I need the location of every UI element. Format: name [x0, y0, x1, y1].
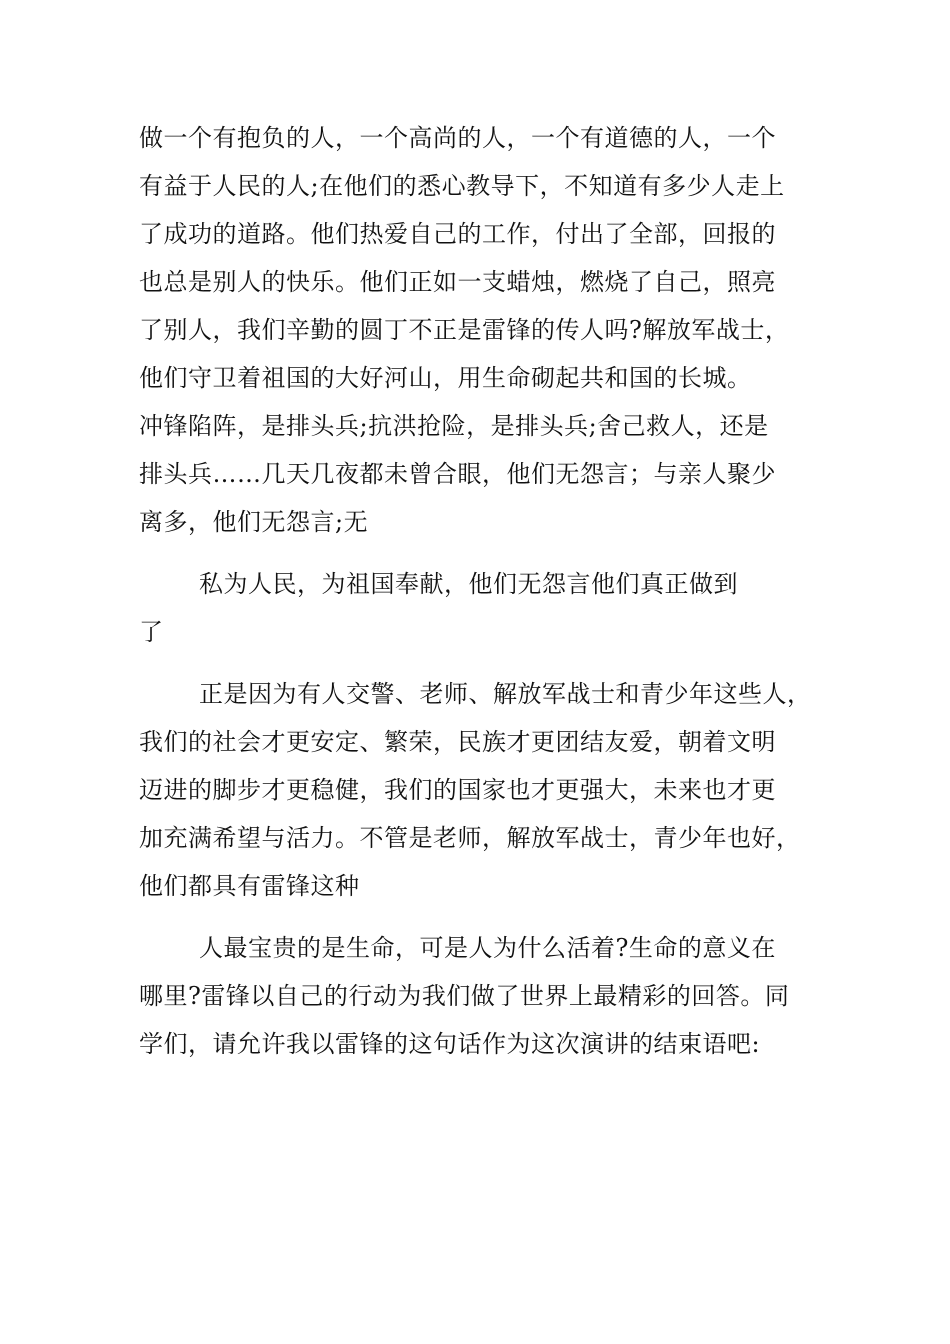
text-line: 了成功的道路。他们热爱自己的工作，付出了全部，回报的	[139, 220, 776, 248]
paragraph-3	[139, 670, 839, 910]
paragraph-1	[139, 114, 839, 546]
text-line: 也总是别人的快乐。他们正如一支蜡烛，燃烧了自己，照亮	[139, 268, 776, 296]
text-line: 正是因为有人交警、老师、解放军战士和青少年这些人，	[199, 680, 812, 708]
text-line: 私为人民，为祖国奉献，他们无怨言他们真正做到	[199, 570, 738, 598]
text-line: 人最宝贵的是生命，可是人为什么活着?生命的意义在	[199, 934, 776, 962]
text-line: 迈进的脚步才更稳健，我们的国家也才更强大，未来也才更	[139, 776, 776, 804]
text-line: 了别人，我们辛勤的圆丁不正是雷锋的传人吗?解放军战士，	[139, 316, 790, 344]
text-line: 他们都具有雷锋这种	[139, 872, 360, 900]
paragraph-spacer	[139, 546, 839, 560]
paragraph-2	[139, 560, 839, 656]
text-line: 学们，请允许我以雷锋的这句话作为这次演讲的结束语吧:	[139, 1030, 761, 1058]
text-line: 排头兵……几天几夜都未曾合眼，他们无怨言；与亲人聚少	[139, 460, 776, 488]
text-line: 了	[139, 618, 164, 646]
paragraph-4	[139, 924, 839, 1068]
text-line: 我们的社会才更安定、繁荣，民族才更团结友爱，朝着文明	[139, 728, 776, 756]
text-line: 离多，他们无怨言;无	[139, 508, 369, 536]
text-line: 他们守卫着祖国的大好河山，用生命砌起共和国的长城。	[139, 364, 752, 392]
document-body	[139, 114, 839, 1068]
paragraph-spacer	[139, 910, 839, 924]
paragraph-spacer	[139, 656, 839, 670]
text-line: 做一个有抱负的人，一个高尚的人，一个有道德的人，一个	[139, 124, 776, 152]
text-line: 有益于人民的人;在他们的悉心教导下，不知道有多少人走上	[139, 172, 785, 200]
text-line: 加充满希望与活力。不管是老师，解放军战士，青少年也好，	[139, 824, 801, 852]
text-line: 冲锋陷阵，是排头兵;抗洪抢险，是排头兵;舍己救人，还是	[139, 412, 769, 440]
text-line: 哪里?雷锋以自己的行动为我们做了世界上最精彩的回答。同	[139, 982, 790, 1010]
